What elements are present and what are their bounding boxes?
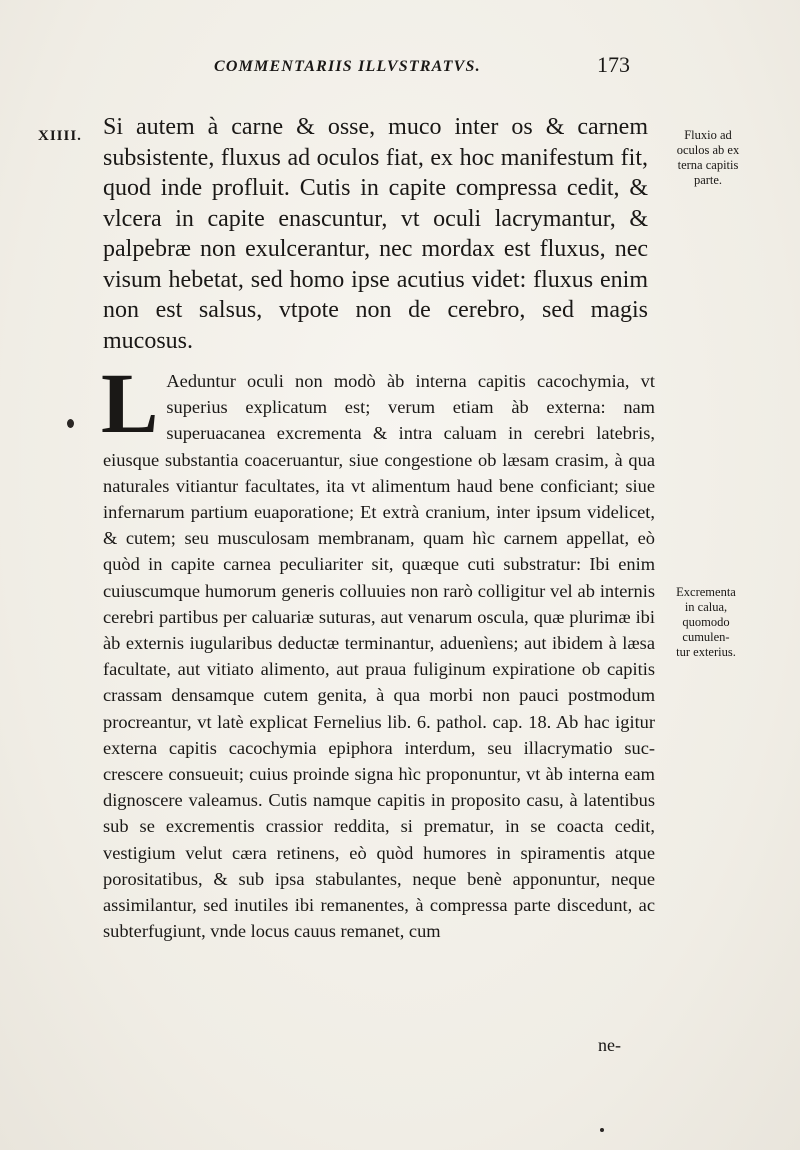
section-number: XIIII. — [38, 128, 82, 144]
marginal-note-line: in calua, — [684, 600, 728, 614]
running-head-title: COMMENTARIIS ILLVSTRATVS. — [214, 58, 481, 75]
marginal-note — [658, 128, 758, 188]
page-number: 173 — [597, 52, 630, 77]
marginal-note — [656, 585, 756, 660]
main-paragraph-text: Aeduntur oculi non modò àb interna capitis cacochymia, vt superius explicatum est; verum etiam àb externa: nam superuacanea excrementa & intra caluam in cerebri latebris, eiusque substantia coaceruantur, siue congestione ob læsam crasim, à qua naturales vitiantur facultates, ita vt alimentum haud bene conficiant; siue infernarum partium euaporatione; Et extrà cranium, inter ipsum videlicet, & cutem; seu musculosam membranam, quam hìc carnem appellat, eò quòd in capite carnea peculiariter sit, quæque cuti substratur: Ibi enim cuiuscumque humorum generis colluuies non rarò colligitur vel ab internis cerebri partibus per caluariæ suturas, aut venarum oscula, quæ plurimæ ibi àb externis iugularibus deductæ terminantur, aduenìens; aut ibidem à læsa facultate, aut vitiato alimento, aut praua fuliginum expiratione ob capitis crassam densamque cutem genita, à qua morbi non pauci postmodum procreantur, vt latè explicat Fernelius lib. 6. pathol. cap. 18. Ab hac igitur externa capitis cacochymia epiphora interdum, seu illacrymatio succrescere consueuit; cuius proinde signa hìc proponuntur, vt àb interna eam dignoscere valeamus. Cutis namque capitis in proposito casu, à latentibus sub se excrementis crassior reddita, si prematur, in se coacta cedit, vestigium velut cæra retinens, eò quòd humores in spiramentis atque porositatibus, & sub ipsa stabulantes, neque benè apponuntur, neque assimilantur, sed inutiles ibi remanentes, à compressa parte discedunt, ac subterfugiunt, vnde locus cauus remanet, cum — [103, 371, 655, 942]
marginal-note-line: tur exterius. — [676, 645, 736, 659]
marginal-note-line: Fluxio ad — [684, 128, 732, 142]
marginal-note-line: quomodo — [682, 615, 730, 629]
main-paragraph — [101, 355, 655, 944]
marginal-note-line: terna capitis — [677, 158, 739, 172]
running-head — [200, 52, 630, 82]
ink-spot — [67, 419, 74, 428]
drop-cap: L — [101, 355, 159, 451]
marginal-note-line: oculos ab ex — [676, 143, 740, 157]
ink-spot — [600, 1128, 604, 1132]
marginal-note-line: parte. — [693, 173, 723, 187]
marginal-note-line: Excrementa — [676, 585, 736, 599]
catchword: ne- — [598, 1035, 621, 1055]
marginal-note-line: cumulen- — [682, 630, 730, 644]
lead-paragraph: Si autem à carne & osse, muco inter os & carnem subsistente, fluxus ad oculos fiat, ex hoc manifestum fit, quod inde profluit. Cutis in capite compressa cedit, & vlcera in capite enascuntur, vt oculi lacrymantur, & palpebræ non exulcerantur, nec mordax est fluxus, nec visum hebetat, sed homo ipse acutius videt: fluxus enim non est salsus, vtpote non de cerebro, sed magis mucosus. — [103, 114, 648, 354]
